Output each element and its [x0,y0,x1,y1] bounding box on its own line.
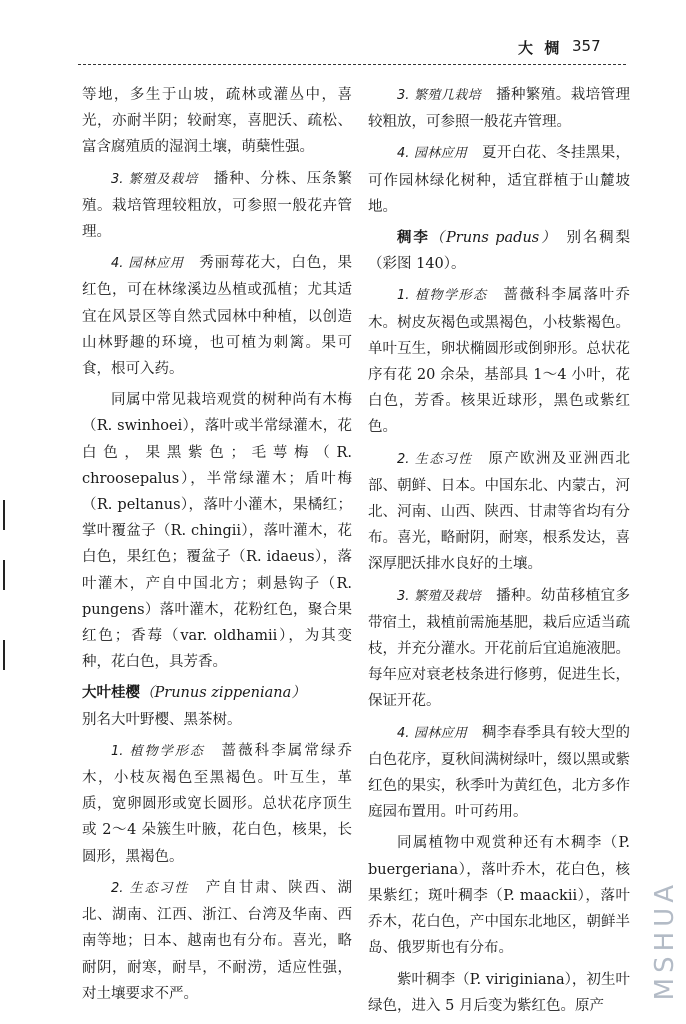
paragraph-text: 蔷薇科李属落叶乔木。树皮灰褐色或黑褐色，小枝紫褐色。单叶互生，卵状椭圆形或倒卵形。总状花序有花 20 余朵，基部具 1～4 小叶，花白色，芳香。核果近球形，黑色或紫红色。 [368,287,630,436]
scan-margin-mark [3,500,5,530]
header-rule [78,64,626,65]
section-label: 4. 园林应用 [111,256,184,272]
paragraph-text: 等地，多生于山坡，疏林或灌丛中，喜光，亦耐半阴；较耐寒，喜肥沃、疏松、富含腐殖质的湿润土壤，萌蘖性强。 [82,87,352,156]
page-header [0,0,686,60]
paragraph [82,738,352,870]
species-latin: （Prunus zippeniana） [140,685,306,702]
paragraph [368,583,630,715]
left-column [82,82,352,1012]
paragraph-text: 播种。幼苗移植宜多带宿土，栽植前需施基肥，栽后应适当疏枝，并充分灌水。开花前后宜追施液肥。每年应对衰老枝条进行修剪，促进生长，保证开花。 [368,587,631,710]
scan-margin-mark [3,640,5,670]
section-label: 3. 繁殖及栽培 [111,171,199,187]
paragraph [82,250,352,382]
scan-margin-mark [3,560,5,590]
paragraph-text: 产自甘肃、陕西、湖北、湖南、江西、浙江、台湾及华南、西南等地；日本、越南也有分布。喜光，略耐阴，耐寒，耐旱，不耐涝，适应性强，对土壤要求不严。 [82,879,352,1002]
paragraph [368,720,630,826]
paragraph-text: 同属植物中观赏种还有木稠李（P. buergeriana），落叶乔木，花白色，核果紫红；斑叶稠李（P. maackii），落叶乔木，花白色，产中国东北地区，朝鲜半岛、俄罗斯也有分布。 [368,835,630,957]
paragraph [82,166,352,246]
paragraph-text: 紫叶稠李（P. viriginiana），初生叶绿色，进入 5 月后变为紫红色。原产 [368,971,630,1014]
paragraph [82,82,352,161]
paragraph-text: 同属中常见栽培观赏的树种尚有木梅（R. swinhoei），落叶或半常绿灌木，花白色，果黑紫色；毛萼梅（R. chroosepalus），半常绿灌木；盾叶梅（R. peltanus），落叶小灌木，果橘红；掌叶覆盆子（R. chingii），落叶灌木，花白色，果红色；覆盆子（R. idaeus），落叶灌木，产自中国北方；刺悬钩子（R. pungens）落叶灌木，花粉红色，聚合果红色；香莓（var. oldhamii），为其变种，花白色，具芳香。 [82,392,352,671]
species-latin: （Pruns padus） [429,230,551,247]
paragraph [368,140,630,220]
paragraph-text: 夏开白花、冬挂黑果，可作园林绿化树种，适宜群植于山麓坡地。 [368,145,631,215]
paragraph-text: 播种、分株、压条繁殖。栽培管理较粗放，可参照一般花卉管理。 [82,170,353,241]
section-label: 3. 繁殖几栽培 [397,88,482,103]
paragraph [82,387,352,675]
paragraph-text: 稠李春季具有较大型的白色花序，夏秋间满树绿叶，缀以黑或紫红色的果实，秋季叶为黄红色，北方多作庭园布置用。叶可药用。 [368,724,631,821]
species-name: 大叶桂樱 [82,685,140,702]
paragraph-text: 蔷薇科李属常绿乔木，小枝灰褐色至黑褐色。叶互生，革质，宽卵圆形或宽长圆形。总状花序顶生或 2～4 朵簇生叶腋，花白色，核果，长圆形，黑褐色。 [82,742,353,865]
section-label: 2. 生态习性 [111,880,190,896]
paragraph [368,446,630,578]
section-label: 4. 园林应用 [397,146,468,162]
species-alias [82,707,352,733]
paragraph-text: 原产欧洲及亚洲西北部、朝鲜、日本。中国东北、内蒙古，河北、河南、山西、陕西、甘肃等省均有分布。喜光，略耐阴，耐寒，根系发达，喜深厚肥沃排水良好的土壤。 [368,450,630,573]
alias-text: 别名稠梨（彩图 140）。 [368,230,631,273]
section-label: 1. 植物学形态 [111,743,205,759]
watermark: MSHUA [650,880,680,1001]
section-label: 1. 植物学形态 [397,288,488,304]
species-heading [82,680,352,706]
paragraph [368,82,630,135]
section-label: 3. 繁殖及栽培 [397,588,482,604]
paragraph [368,967,630,1019]
paragraph [368,282,630,440]
species-heading [368,225,630,277]
paragraph [82,875,352,1007]
page-number: 357 [572,37,601,55]
alias-text: 别名大叶野樱、黑茶树。 [82,711,242,728]
section-label: 2. 生态习性 [397,451,473,467]
species-name: 稠李 [397,230,430,247]
paragraph-text: 播种繁殖。栽培管理较粗放，可参照一般花卉管理。 [368,87,631,131]
section-label: 4. 园林应用 [397,725,468,741]
right-column [368,82,630,1024]
paragraph [368,830,630,961]
paragraph-text: 秀丽莓花大，白色，果红色，可在林缘溪边丛植或孤植；尤其适宜在风景区等自然式园林中种植，以创造山林野趣的环境，也可植为刺篱。果可食，根可入药。 [82,255,353,378]
running-title: 大 椆 [518,39,563,57]
